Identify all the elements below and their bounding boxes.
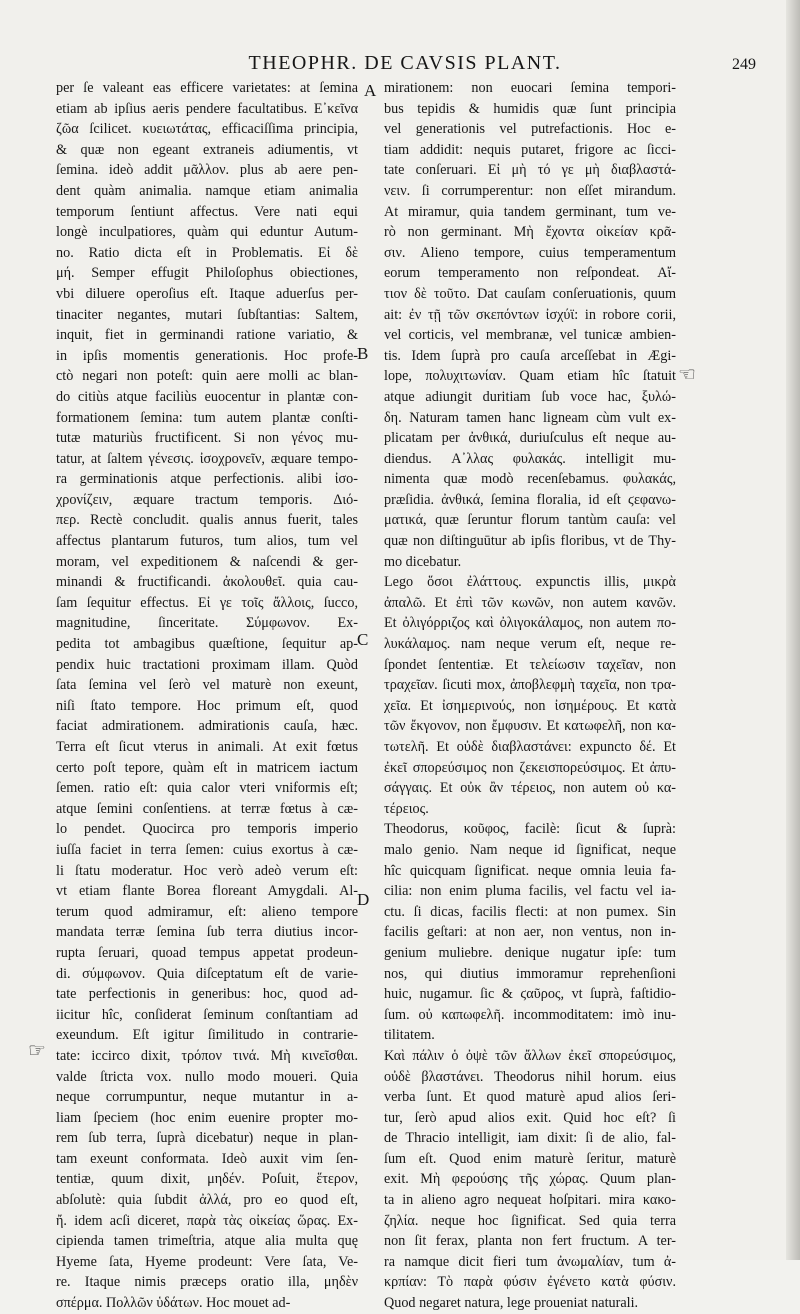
text-line: bus tepidis & humidis quæ ſunt principia	[384, 100, 676, 117]
text-line: λυκάλαμος. nam neque verum eſt, neque re-	[384, 636, 676, 653]
text-line: di. σύμφωνον. Quia diſceptatum eſt de varie-	[56, 965, 358, 982]
text-line: χρονίζειν, æquare tractum temporis. Διό-	[56, 491, 358, 508]
text-line: rem ſub terra, ſuprà dicebatur) neque in plan-	[56, 1130, 358, 1147]
text-line: tutæ maturiùs fructificent. Si non γένος mu-	[56, 430, 358, 447]
text-line: vbi diluere operoſius eſt. Itaque aduerſus per-	[56, 285, 358, 302]
text-line: tilitatem.	[384, 1027, 435, 1044]
text-line: ἤ. idem acſi diceret, παρὰ τὰς οἰκείας ὥρας. Ex-	[56, 1212, 358, 1229]
text-line: vel corticis, vel membranæ, vel tunicæ ambien-	[384, 327, 676, 344]
text-line: tatur, at ſaltem γένεσις. ἰσοχρονεῖν, æquare tempo-	[56, 450, 358, 467]
text-line: iicitur hîc, conſiderat ſeminum conſtantiam ad	[56, 1006, 358, 1023]
text-line: lope, πολυχιτωνίαν. Quam etiam hîc ſtatuit	[384, 368, 676, 385]
text-line: moram, vel expeditionem & naſcendi & ger-	[56, 553, 358, 570]
text-line: nimenta quæ modò recenſebamus. φυλακάς,	[384, 471, 676, 488]
text-line: ſum eſt. Quod enim maturè ſeritur, maturè	[384, 1150, 676, 1167]
text-line: tinaciter negantes, mutari ſubſtantias: Saltem,	[56, 306, 358, 323]
text-line: ſam ſequitur effectus. Εἰ γε τοῖς ἄλλοις, ſucco,	[56, 594, 358, 611]
text-line: tur, ſerò apud alios exit. Quid hoc eſt? ſi	[384, 1109, 676, 1126]
text-line: τιον δὲ τοῦτο. Dat cauſam conſeruationis, quum	[384, 285, 676, 302]
text-line: tiam addidit: nequis putaret, frigore ac ſicci-	[384, 141, 676, 158]
text-line: de Thracio intelligit, iam dixit: ſi de alio, fal-	[384, 1130, 676, 1147]
text-line: περ. Rectè concludit. qualis annus fuerit, tales	[56, 512, 358, 529]
text-line: hîc quicquam ſignificat. neque omnia leuia fa-	[384, 862, 676, 879]
text-line: Καὶ πάλιν ὁ ὀψὲ τῶν ἄλλων ἐκεῖ σπορεύσιμος,	[384, 1047, 676, 1064]
text-line: τέρειος.	[384, 800, 429, 817]
text-line: etiam ab ipſius aeris pendere facultatibus. Ε᾽κεῖνα	[56, 100, 358, 117]
text-line: malo genio. Nam neque id ſignificat, neque	[384, 841, 676, 858]
page-edge-shadow	[786, 0, 800, 1260]
text-line: pendix huic tractationi proximam illam. Quòd	[56, 656, 358, 673]
running-title: THEOPHR. DE CAVSIS PLANT.	[248, 52, 562, 74]
margin-letter-b: B	[357, 344, 369, 363]
manicule-icon: ☞	[28, 1040, 46, 1062]
text-line: οὐδὲ βλαστάνει. Theodorus nihil horum. eius	[384, 1068, 676, 1085]
text-line: Theodorus, κοῦφος, facilè: ſicut & ſuprà:	[384, 821, 676, 838]
text-line: huic, nugamur. ſic & ϛαῦρος, vt ſuprà, faſtidio-	[384, 986, 676, 1003]
text-line: ſemen. ratio eſt: quia calor vteri vniformis eſt;	[56, 780, 358, 797]
text-line: Et ὀλιγόρριζος καὶ ὀλιγοκάλαμος, non autem πο-	[384, 615, 676, 632]
text-line: dent quàm animalia. namque etiam animalia	[56, 182, 358, 199]
text-line: tam exeunt conformata. Ideò auxit vim ſen-	[56, 1150, 358, 1167]
text-line: ctu. ſi dicas, facilis flecti: at non pumex. Sin	[384, 903, 676, 920]
text-line: re. Itaque nimis præceps oratio illa, μηδὲν	[56, 1274, 358, 1291]
text-line: rupta ſeruari, quoad tempus appetat prodeun-	[56, 944, 358, 961]
text-line: ἀπαλῶ. Et ἐπὶ τῶν κωνῶν, non autem κανῶν.	[384, 594, 676, 611]
text-line: minandi & fructificandi. ἀκολουθεῖ. quia cau-	[56, 574, 358, 591]
text-line: ματικά, quæ ſeruntur florum tantùm cauſa: vel	[384, 512, 676, 529]
text-line: mirationem: non euocari ſemina tempori-	[384, 80, 676, 96]
text-line: atque adiungit duritiam ſub voce hac, ξυλώ-	[384, 388, 676, 405]
text-line: σάγγαις. Et οὐκ ἂν τέρειος, non autem οὐ κα-	[384, 780, 676, 797]
text-line: δη. Naturam tamen hanc ligneam cùm vult ex-	[384, 409, 676, 426]
text-line: li ſtatu moderatur. Hoc verò adeò verum eſt:	[56, 862, 358, 879]
text-line: σιν. Alieno tempore, cuius temperamentum	[384, 244, 676, 261]
text-line: eorum temperamento non reſpondeat. Αἴ-	[384, 265, 676, 282]
text-line: vt etiam flante Borea floreant Amygdali. Al-	[56, 883, 358, 900]
text-line: ait: ἐν τῇ τῶν σκεπόντων ἰσχύϊ: in robore corii,	[384, 306, 676, 323]
text-line: ta in alieno agro nequeat hoſpitari. mira κακο-	[384, 1192, 676, 1209]
text-line: tate perfectionis in generibus: hoc, quod ad-	[56, 986, 358, 1003]
text-line: ſum. οὐ καπωφελῆ. incommoditatem: imò inu-	[384, 1006, 676, 1023]
text-line: ζῶα ſcilicet. κυειωτάτας, efficaciſſima principia,	[56, 121, 358, 138]
text-line: τῶν ἔκγονον, non ἔμφυσιν. Et κατωφελῆ, non κα-	[384, 718, 676, 735]
text-line: σπέρμα. Πολλῶν ὑδάτων. Hoc mouet ad-	[56, 1295, 291, 1312]
left-column	[56, 78, 358, 1314]
text-line: terum quod admiramur, eſt: alieno tempore	[56, 903, 358, 920]
text-line: longè inculpatiores, quàm qui eduntur Autum-	[56, 224, 358, 241]
text-line: tate conſeruari. Εἰ μὴ τό γε μὴ διαβλαστά-	[384, 162, 676, 179]
text-line: Lego ὅσοι ἐλάττους. expunctis illis, μικρὰ	[384, 574, 676, 591]
text-line: vel generationis vel putrefactionis. Hoc e-	[384, 121, 676, 138]
text-line: faciat admirationem. admirationis cauſa, hæc.	[56, 718, 358, 735]
text-line: ſpondet ſententiæ. Et τελείωσιν ταχεῖαν, non	[384, 656, 676, 673]
text-line: ζηλία. neque hoc ſignificat. Sed quia terra	[384, 1212, 676, 1229]
text-line: ra germinationis atque perfectionis. alibi ἰσο-	[56, 471, 358, 488]
text-line: liam ſpeciem (hoc enim euenire propter mo-	[56, 1109, 358, 1126]
text-line: κρπίαν: Τὸ παρὰ φύσιν ἐγένετο κατὰ φύσιν.	[384, 1274, 676, 1291]
text-line: μή. Semper effugit Philoſophus obiectiones,	[56, 265, 358, 282]
text-line: valde ſtricta vox. nullo modo moueri. Quia	[56, 1068, 358, 1085]
text-line: Terra eſt ſicut vterus in animali. At exit fœtus	[56, 739, 358, 755]
text-line: niſi ſtato tempore. Hoc primum eſt, quod	[56, 697, 358, 714]
text-line: Quod negaret natura, lege proueniat naturali.	[384, 1295, 639, 1312]
margin-letter-d: D	[357, 890, 370, 909]
text-line: & quæ non egeant extraneis adiumentis, vt	[56, 141, 358, 158]
margin-letter-a: A	[364, 81, 377, 100]
text-line: inquit, fiet in germinandi ratione variatio, &	[56, 327, 358, 344]
text-line: magnitudine, ſinceritate. Σύμφωνον. Ex-	[56, 615, 358, 632]
text-line: mo dicebatur.	[384, 553, 462, 570]
margin-letter-c: C	[357, 630, 369, 649]
manicule-icon: ☜	[678, 364, 696, 386]
text-line: At miramur, quia tandem germinant, tum ve-	[384, 203, 676, 220]
text-line: tis. Idem ſuprà pro cauſa arceſſebat in Ægi-	[384, 347, 676, 364]
text-line: Hyeme ſata, Hyeme prodeunt: Vere ſata, Ve-	[56, 1253, 358, 1270]
text-line: ἐκεῖ σπορεύσιμος non ζεκεισπορεύσιμος. Et ἀπυ-	[384, 759, 676, 776]
text-line: exeundum. Eſt igitur ſimilitudo in contrarie-	[56, 1027, 358, 1044]
text-line: rò non germinant. Μὴ ἔχοντα οἰκείαν κρᾶ-	[384, 224, 676, 241]
text-line: per ſe valeant eas efficere varietates: at ſemina	[56, 80, 358, 96]
text-line: abſolutè: quia ſubdit ἀλλά, pro eo quod eſt,	[56, 1192, 358, 1209]
text-line: pedita tot ambagibus quæſtione, ſequitur ap-	[56, 636, 358, 653]
text-line: ſemina. ideò addit μᾶλλον. plus ab aere pen-	[56, 162, 358, 179]
text-line: facilis geſtari: at non aer, non ventus, non in-	[384, 924, 676, 941]
text-line: cipienda tamen trimeſtria, atque alia multa quę	[56, 1233, 358, 1250]
text-line: verba ſunt. Et quod maturè apud alios ſeri-	[384, 1089, 676, 1106]
text-line: no. Ratio dicta eſt in Problematis. Εἰ δὲ	[56, 244, 358, 261]
text-line: formationem ſemina: tum autem plantæ conſti-	[56, 409, 358, 426]
text-line: tentiæ, quum dixit, μηδέν. Poſuit, ἕτερον,	[56, 1171, 358, 1188]
text-line: τραχεῖαν. ſicuti mox, ἀποβλεφμὴ ταχεῖα, non τρα-	[384, 677, 676, 694]
text-line: tate: iccirco dixit, τρόπον τινά. Μὴ κινεῖσθαι.	[56, 1047, 358, 1064]
page-number: 249	[732, 56, 756, 73]
text-line: certo poſt tepore, quàm eſt in matricem iactum	[56, 759, 358, 776]
text-line: νειν. ſi corrumperentur: non eſſet mirandum.	[384, 182, 676, 199]
text-line: ra namque dicit fieri tum ἀνωμαλίαν, tum ἀ-	[384, 1253, 676, 1270]
text-line: diendus. Α᾽λλας φυλακάς. intelligit mu-	[384, 450, 676, 467]
text-line: non ſit ferax, planta non fert fructum. A ter-	[384, 1233, 676, 1250]
text-line: neque corrumpuntur, neque mutantur in a-	[56, 1089, 358, 1106]
text-line: præſidia. ἀνθικά, ſemina floralia, id eſt ϛεφανω-	[384, 491, 676, 508]
text-line: iuſſa faciet in terra ſemen: cuius exortus à cæ-	[56, 841, 358, 858]
text-line: ſata ſemina vel ſerò vel maturè non exeunt,	[56, 677, 358, 694]
text-line: lo pendet. Quocirca pro temporis imperio	[56, 821, 358, 838]
text-line: genium muliebre. denique nugatur ipſe: tum	[384, 944, 676, 961]
text-line: ctò negari non poteſt: quin aere molli ac blan-	[56, 368, 358, 385]
text-line: χεῖα. Et ἰσημερινούς, non ἰσημέρους. Et κατὰ	[384, 697, 676, 714]
text-line: affectus plantarum futuros, tum alios, tum vel	[56, 533, 358, 550]
text-line: exit. Μὴ φερούσης τῆς χώρας. Quum plan-	[384, 1171, 676, 1188]
text-line: do citiùs atque faciliùs euocentur in plantæ con-	[56, 388, 358, 405]
text-line: nos, qui diutius immoramur reprehenſioni	[384, 965, 676, 982]
right-column	[384, 78, 676, 1314]
text-line: mandata terræ ſemina ſub terra diutius incor-	[56, 924, 358, 941]
text-line: plicatam per ἀνθικά, duriuſculus eſt neque au-	[384, 430, 676, 447]
text-line: quæ non diſtinguūtur ab ipſis floribus, vt de Thy-	[384, 533, 676, 550]
text-line: cilia: non enim pluma facilis, vel factu vel ia-	[384, 883, 676, 900]
text-line: temporum ſentiunt affectus. Vere nati equi	[56, 203, 358, 220]
text-line: τωτελῆ. Et οὐδὲ διαβλαστάνει: expuncto δέ. Et	[384, 739, 676, 755]
text-line: in ipſis momentis generationis. Hoc profe-	[56, 347, 358, 364]
text-line: atque ſemini conſentiens. at terræ fœtus à cæ-	[56, 800, 358, 817]
